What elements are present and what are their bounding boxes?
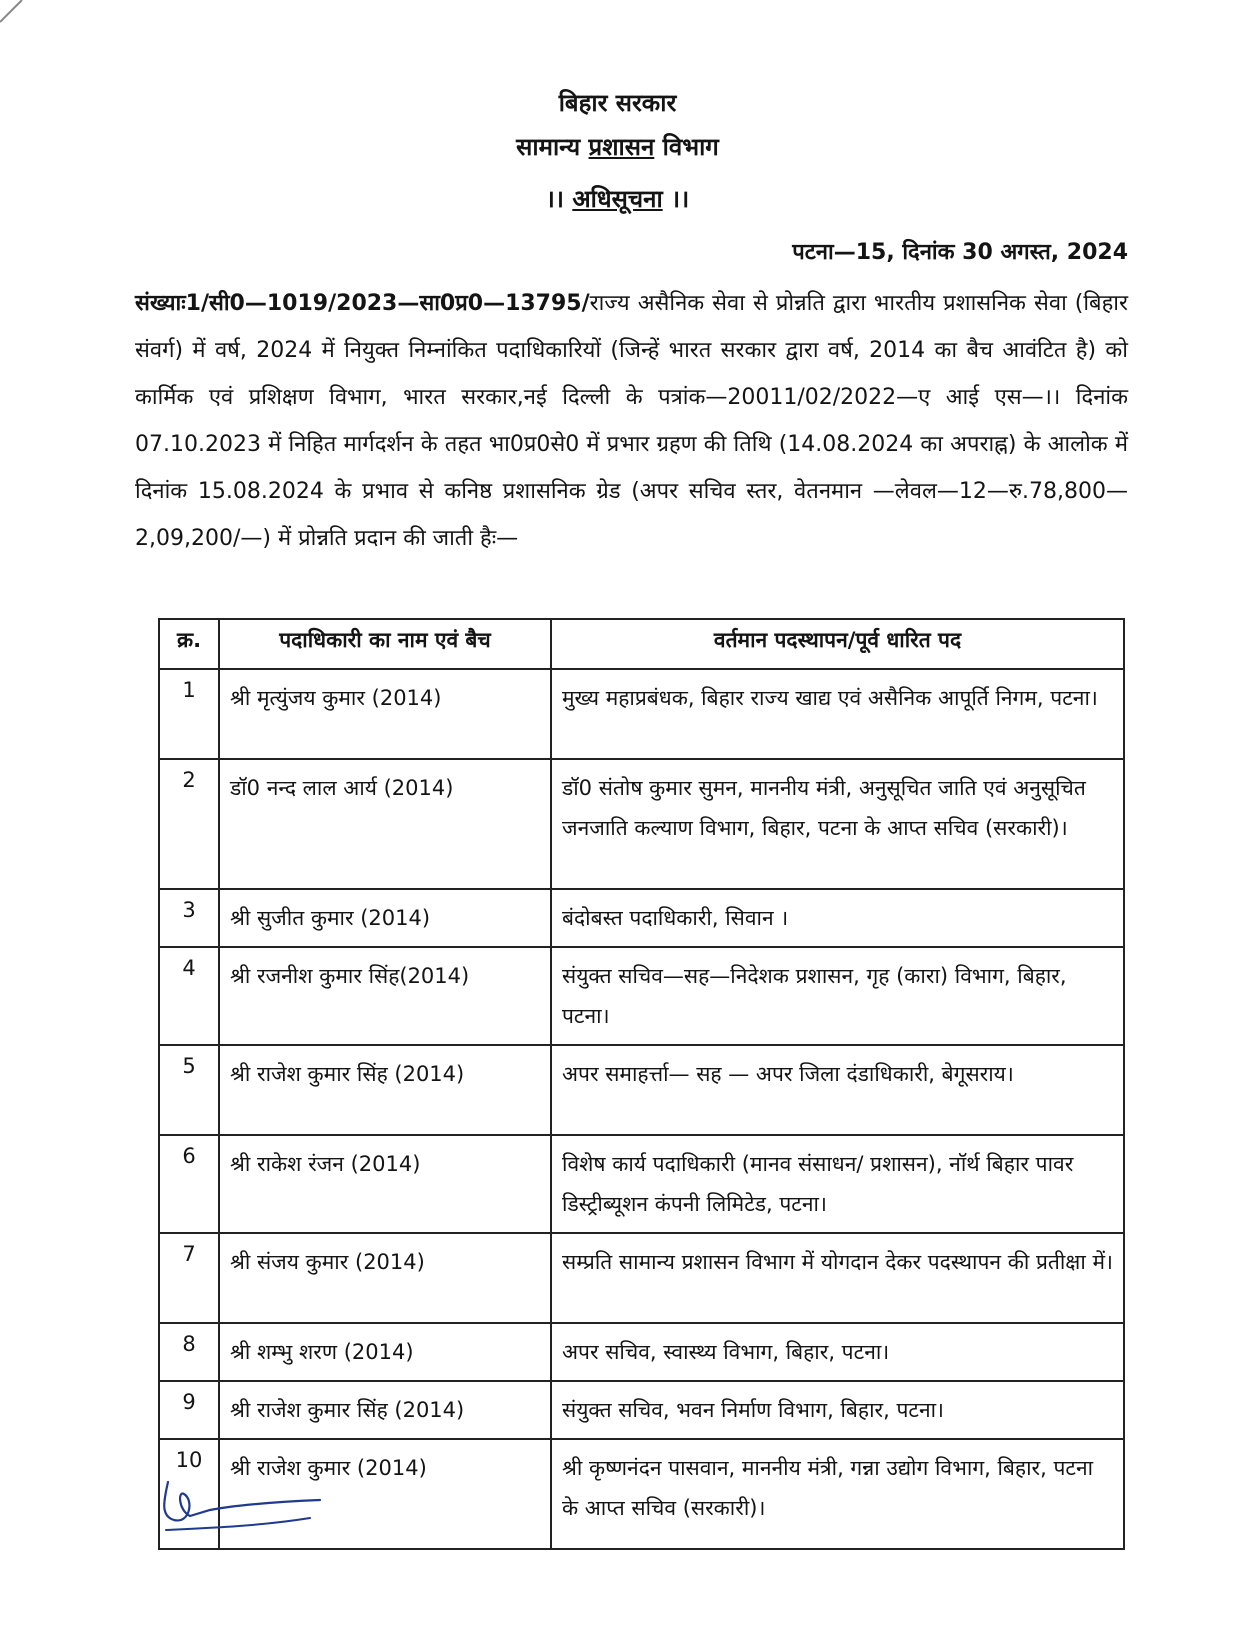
row-sn: 2 <box>159 759 219 889</box>
row-sn: 6 <box>159 1135 219 1233</box>
row-name: श्री राकेश रंजन (2014) <box>219 1135 551 1233</box>
department-title: सामान्य प्रशासन विभाग <box>516 133 719 161</box>
row-post: श्री कृष्णनंदन पासवान, माननीय मंत्री, गन्ना उद्योग विभाग, बिहार, पटना के आप्त सचिव (सरकारी)। <box>551 1439 1124 1549</box>
row-name: श्री राजेश कुमार (2014) <box>219 1439 551 1549</box>
row-name: श्री रजनीश कुमार सिंह(2014) <box>219 947 551 1045</box>
table-row <box>159 1045 1124 1135</box>
row-post: अपर सचिव, स्वास्थ्य विभाग, बिहार, पटना। <box>551 1323 1124 1381</box>
signature <box>150 1470 330 1540</box>
row-sn: 7 <box>159 1233 219 1323</box>
row-sn: 4 <box>159 947 219 1045</box>
table-row <box>159 759 1124 889</box>
row-sn: 8 <box>159 1323 219 1381</box>
table-row <box>159 669 1124 759</box>
row-name: श्री संजय कुमार (2014) <box>219 1233 551 1323</box>
row-post: विशेष कार्य पदाधिकारी (मानव संसाधन/ प्रशासन), नॉर्थ बिहार पावर डिस्ट्रीब्यूशन कंपनी लिमिटेड, पटना। <box>551 1135 1124 1233</box>
table-row <box>159 1233 1124 1323</box>
scan-corner-mark <box>0 0 40 30</box>
row-post: डॉ0 संतोष कुमार सुमन, माननीय मंत्री, अनुसूचित जाति एवं अनुसूचित जनजाति कल्याण विभाग, बिहार, पटना के आप्त सचिव (सरकारी)। <box>551 759 1124 889</box>
row-sn: 9 <box>159 1381 219 1439</box>
row-sn: 1 <box>159 669 219 759</box>
notification-title: ।। अधिसूचना ।। <box>545 185 690 213</box>
row-name: श्री राजेश कुमार सिंह (2014) <box>219 1381 551 1439</box>
row-sn: 5 <box>159 1045 219 1135</box>
government-title: बिहार सरकार <box>558 89 677 117</box>
row-name: श्री मृत्युंजय कुमार (2014) <box>219 669 551 759</box>
row-name: श्री शम्भु शरण (2014) <box>219 1323 551 1381</box>
row-post: संयुक्त सचिव, भवन निर्माण विभाग, बिहार, पटना। <box>551 1381 1124 1439</box>
table-row <box>159 947 1124 1045</box>
col-header-sn: क्र. <box>159 619 219 669</box>
row-sn: 10 <box>159 1439 219 1549</box>
row-post: संयुक्त सचिव—सह—निदेशक प्रशासन, गृह (कारा) विभाग, बिहार, पटना। <box>551 947 1124 1045</box>
memo-number: संख्याः1/सी0—1019/2023—सा0प्र0—13795/ <box>135 291 590 316</box>
table-row <box>159 889 1124 947</box>
row-post: सम्प्रति सामान्य प्रशासन विभाग में योगदान देकर पदस्थापन की प्रतीक्षा में। <box>551 1233 1124 1323</box>
table-row <box>159 1135 1124 1233</box>
officer-table <box>158 618 1125 1550</box>
col-header-post: वर्तमान पदस्थापन/पूर्व धारित पद <box>551 619 1124 669</box>
row-name: श्री सुजीत कुमार (2014) <box>219 889 551 947</box>
row-name: डॉ0 नन्द लाल आर्य (2014) <box>219 759 551 889</box>
notification-body <box>135 280 1128 562</box>
table-header-row <box>159 619 1124 669</box>
row-post: मुख्य महाप्रबंधक, बिहार राज्य खाद्य एवं असैनिक आपूर्ति निगम, पटना। <box>551 669 1124 759</box>
table-row <box>159 1381 1124 1439</box>
place-date: पटना—15, दिनांक 30 अगस्त, 2024 <box>792 240 1128 265</box>
col-header-name: पदाधिकारी का नाम एवं बैच <box>219 619 551 669</box>
row-name: श्री राजेश कुमार सिंह (2014) <box>219 1045 551 1135</box>
row-post: बंदोबस्त पदाधिकारी, सिवान । <box>551 889 1124 947</box>
body-paragraph: राज्य असैनिक सेवा से प्रोन्नति द्वारा भारतीय प्रशासनिक सेवा (बिहार संवर्ग) में वर्ष, 2024 में नियुक्त निम्नांकित पदाधिकारियों (जिन्हें भारत सरकार द्वारा वर्ष, 2014 का बैच आवंटित है) को कार्मिक एवं प्रशिक्षण विभाग, भारत सरकार,नई दिल्ली के पत्रांक—20011/02/2022—ए आई एस—।। दिनांक 07.10.2023 में निहित मार्गदर्शन के तहत भा0प्र0से0 में प्रभार ग्रहण की तिथि (14.08.2024 का अपराह्न) के आलोक में दिनांक 15.08.2024 के प्रभाव से कनिष्ठ प्रशासनिक ग्रेड (अपर सचिव स्तर, वेतनमान —लेवल—12—रु.78,800—2,09,200/—) में प्रोन्नति प्रदान की जाती हैः— <box>135 291 1128 551</box>
table-row <box>159 1323 1124 1381</box>
row-sn: 3 <box>159 889 219 947</box>
row-post: अपर समाहर्त्ता— सह — अपर जिला दंडाधिकारी, बेगूसराय। <box>551 1045 1124 1135</box>
